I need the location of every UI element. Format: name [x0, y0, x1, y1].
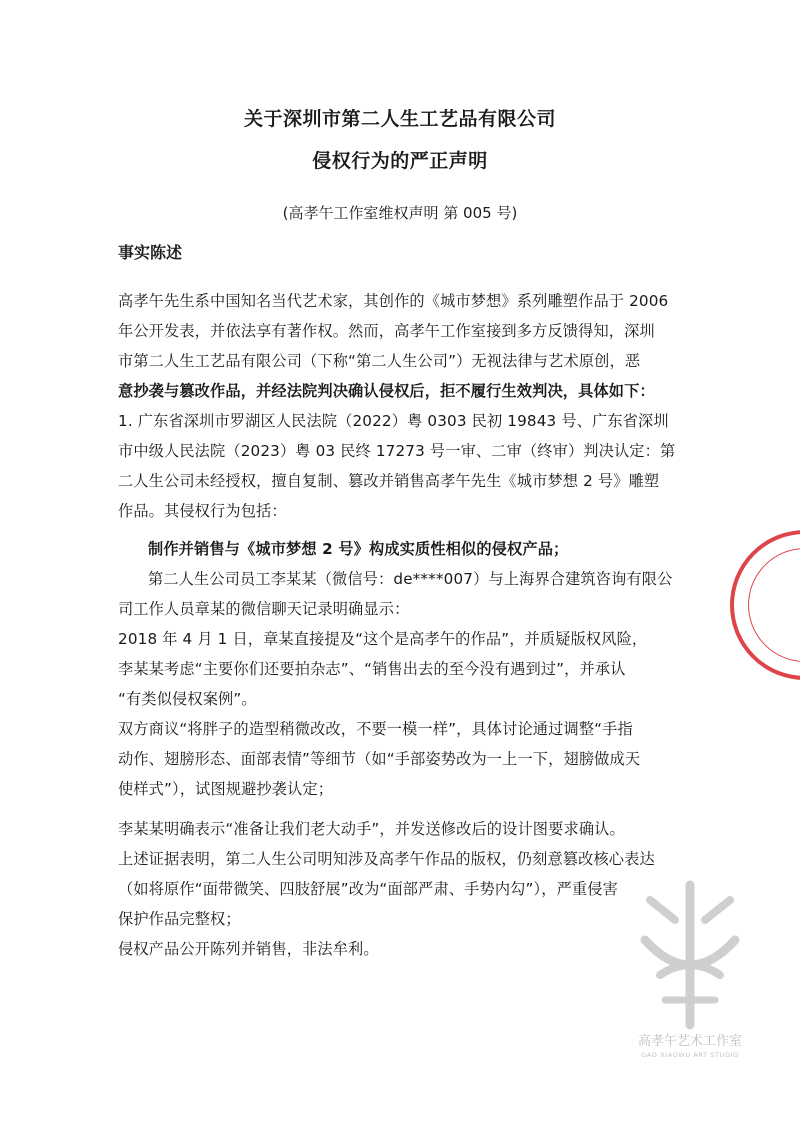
body-line: 市第二人生工艺品有限公司（下称“第二人生公司”）无视法律与艺术原创，恶: [118, 352, 641, 370]
body-line: （如将原作“面带微笑、四肢舒展”改为“面部严肃、手势内勾”），严重侵害: [118, 880, 618, 898]
body-line: 侵权产品公开陈列并销售，非法牟利。: [118, 940, 379, 958]
body-line: 制作并销售与《城市梦想 2 号》构成实质性相似的侵权产品；: [148, 540, 569, 558]
body-line: 作品。其侵权行为包括：: [118, 502, 287, 520]
body-line: 第二人生公司员工李某某（微信号：de****007）与上海界合建筑咨询有限公: [148, 570, 673, 588]
body-line: 1. 广东省深圳市罗湖区人民法院（2022）粤 0303 民初 19843 号、广东省深圳: [118, 412, 669, 430]
body-line: 保护作品完整权；: [118, 910, 241, 928]
seal-inner-ring: [748, 548, 800, 662]
body-line: 二人生公司未经授权，擅自复制、篡改并销售高孝午先生《城市梦想 2 号》雕塑: [118, 472, 660, 490]
body-line: 动作、翅膀形态、面部表情”等细节（如“手部姿势改为一上一下，翅膀做成天: [118, 750, 641, 768]
body-line: “有类似侵权案例”。: [118, 690, 257, 708]
title-line-1: 关于深圳市第二人生工艺品有限公司: [243, 108, 556, 130]
title-line-2: 侵权行为的严正声明: [312, 150, 488, 172]
body-line: 司工作人员章某的微信聊天记录明确显示：: [118, 600, 410, 618]
body-line: 高孝午先生系中国知名当代艺术家，其创作的《城市梦想》系列雕塑作品于 2006: [118, 292, 669, 310]
body-line: 双方商议“将胖子的造型稍微改改，不要一模一样”，具体讨论通过调整“手指: [118, 720, 633, 738]
studio-logo-name: 高孝午艺术工作室: [637, 1034, 742, 1049]
body-line: 李某某明确表示“准备让我们老大动手”，并发送修改后的设计图要求确认。: [118, 820, 625, 838]
body-line: 使样式”），试图规避抄袭认定；: [118, 780, 334, 798]
body-line: 年公开发表，并依法享有著作权。然而，高孝午工作室接到多方反馈得知，深圳: [118, 322, 655, 340]
body-line: 上述证据表明，第二人生公司明知涉及高孝午作品的版权，仍刻意篡改核心表达: [118, 850, 655, 868]
body-line: 市中级人民法院（2023）粤 03 民终 17273 号一审、二审（终审）判决认定：第: [118, 442, 676, 460]
section-heading: 事实陈述: [118, 243, 183, 262]
body-line: 李某某考虑“主要你们还要拍杂志”、“销售出去的至今没有遇到过”，并承认: [118, 660, 626, 678]
studio-logo-icon: [630, 880, 750, 1030]
red-seal: [730, 530, 800, 680]
subtitle: (高孝午工作室维权声明 第 005 号): [282, 204, 518, 222]
body-line: 2018 年 4 月 1 日，章某直接提及“这个是高孝午的作品”，并质疑版权风险，: [118, 630, 648, 648]
body-line: 意抄袭与篡改作品，并经法院判决确认侵权后，拒不履行生效判决，具体如下：: [118, 382, 655, 400]
studio-logo-subtitle: GAO XIAOWU ART STUDIO: [641, 1051, 739, 1059]
